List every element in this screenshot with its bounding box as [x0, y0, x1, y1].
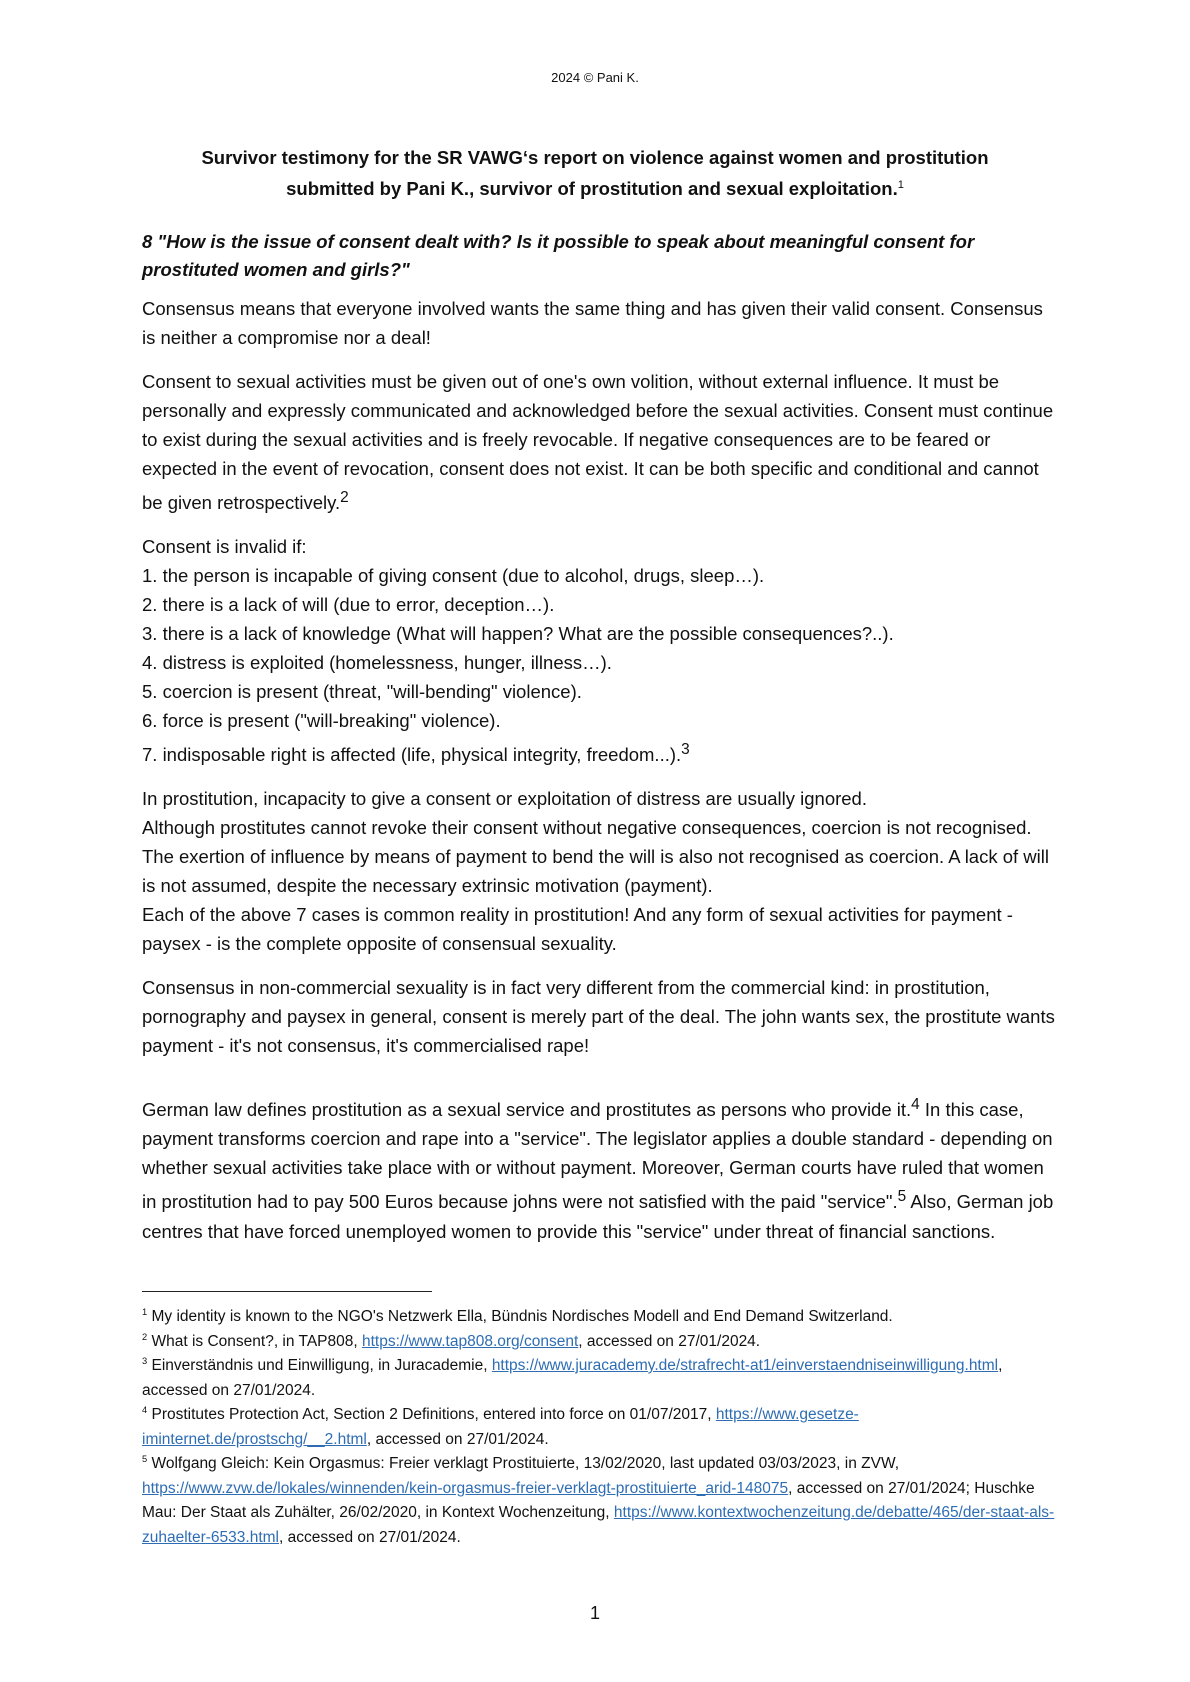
footnotes — [142, 1305, 1062, 1550]
paragraph-consent-requirements: Consent to sexual activities must be given out of one's own volition, without external influence. It must be personally and expressly communicated and acknowledged before the sexual activities. Consent must continue to exist during the sexual activities and is freely revocable. If negative consequences are to be feared or expected in the event of revocation, consent does not exist. It can be both specific and conditional and cannot be given retrospectively.$^2$ — [142, 371, 1054, 514]
footnote-ref-5[interactable]: 5 — [897, 1188, 907, 1206]
main-content — [142, 228, 1057, 1261]
footnote-link-tap808[interactable]: https://www.tap808.org/consent — [362, 1332, 579, 1350]
footnote-ref-1[interactable]: 1 — [897, 178, 904, 191]
footnote-link-juracademy[interactable]: https://www.juracademy.de/strafrecht-at1/einverstaendniseinwilligung.html — [491, 1357, 999, 1374]
list-intro: Consent is invalid if: — [142, 536, 307, 558]
footnote-separator — [142, 1291, 432, 1292]
footnote-3: $^3$ Einverständnis und Einwilligung, in Juracademie, https://www.juracademy.de/strafrecht-at1/einverstaendniseinwilligung.html, accessed on 27/01/2024. — [142, 1355, 1003, 1399]
invalid-consent-list — [142, 532, 1057, 769]
footnote-link-zvw[interactable]: https://www.zvw.de/lokales/winnenden/kein-orgasmus-freier-verklagt-prostituierte_arid-148075 — [142, 1479, 789, 1497]
paragraph-consensus-definition: Consensus means that everyone involved wants the same thing and has given their valid consent. Consensus is neither a compromise nor a deal! — [142, 298, 1043, 348]
list-item: 4. distress is exploited (homelessness, hunger, illness…). — [142, 652, 612, 674]
list-item: 5. coercion is present (threat, "will-bending" violence). — [142, 681, 582, 703]
list-item: 3. there is a lack of knowledge (What will happen? What are the possible consequences?..). — [142, 623, 894, 645]
page-number: 1 — [589, 1603, 600, 1623]
footnote-ref-3[interactable]: 3 — [681, 741, 690, 759]
list-item: 7. indisposable right is affected (life, physical integrity, freedom...).$^3$ — [142, 741, 690, 766]
section-question-heading: 8 "How is the issue of consent dealt with? Is it possible to speak about meaningful consent for prostituted women and girls?" — [142, 231, 975, 280]
footnote-1: $^1$ My identity is known to the NGO's Netzwerk Ella, Bündnis Nordisches Modell and End Demand Switzerland. — [142, 1306, 893, 1325]
list-item: 6. force is present ("will-breaking" violence). — [142, 710, 501, 732]
footnote-ref-4[interactable]: 4 — [911, 1096, 920, 1114]
document-title — [140, 142, 1050, 204]
footnote-link-gesetze[interactable]: https://www.gesetze-iminternet.de/prostschg/__2.html — [142, 1406, 859, 1448]
footnote-5: $^5$ Wolfgang Gleich: Kein Orgasmus: Freier verklagt Prostituierte, 13/02/2020, last updated 03/03/2023, in ZVW, https://www.zvw.de/lokales/winnenden/kein-orgasmus-freier-verklagt-prostituierte_arid-148075, accessed on 27/01/2024; Huschke Mau: Der Staat als Zuhälter, 26/02/2020, in Kontext Wochenzeitung, https://www.kontextwochenzeitung.de/debatte/465/der-staat-als-zuhaelter-6533.html, accessed on 27/01/2024. — [142, 1453, 1055, 1546]
copyright-header: 2024 © Pani K. — [551, 70, 639, 85]
footnote-2: $^2$ What is Consent?, in TAP808, https://www.tap808.org/consent, accessed on 27/01/2024. — [142, 1331, 761, 1350]
title-line-2: submitted by Pani K., survivor of prostitution and sexual exploitation.$^1$ — [286, 178, 904, 199]
paragraph-prostitution-consent: In prostitution, incapacity to give a consent or exploitation of distress are usually ignored. Although prostitutes cannot revoke their consent without negative consequences, coercion is not recognised. The exertion of influence by means of payment to bend the will is also not recognised as coercion. A lack of will is not assumed, despite the necessary extrinsic motivation (payment). Each of the above 7 cases is common reality in prostitution! And any form of sexual activities for payment - paysex - is the complete opposite of consensual sexuality. — [142, 788, 1049, 955]
footnote-link-kontext[interactable]: https://www.kontextwochenzeitung.de/debatte/465/der-staat-als-zuhaelter-6533.html — [142, 1504, 1055, 1546]
footnote-ref-2[interactable]: 2 — [340, 489, 349, 506]
paragraph-commercial-consensus: Consensus in non-commercial sexuality is in fact very different from the commercial kind: in prostitution, pornography and paysex in general, consent is merely part of the deal. The john wants sex, the prostitute wants payment - it's not consensus, it's commercialised rape! — [142, 977, 1055, 1057]
list-item: 2. there is a lack of will (due to error, deception…). — [142, 594, 555, 616]
list-item: 1. the person is incapable of giving consent (due to alcohol, drugs, sleep…). — [142, 565, 765, 587]
title-line-1: Survivor testimony for the SR VAWG‘s report on violence against women and prostitution — [201, 147, 989, 168]
footnote-4: $^4$ Prostitutes Protection Act, Section 2 Definitions, entered into force on 01/07/2017, https://www.gesetze-iminternet.de/prostschg/__2.html, accessed on 27/01/2024. — [142, 1404, 859, 1448]
paragraph-german-law: German law defines prostitution as a sexual service and prostitutes as persons who provide it.$^4$ In this case, payment transforms coercion and rape into a "service". The legislator applies a double standard - depending on whether sexual activities take place with or without payment. Moreover, German courts have ruled that women in prostitution had to pay 500 Euros because johns were not satisfied with the paid "service".$^5$ Also, German job centres that have forced unemployed women to provide this "service" under threat of financial sanctions. — [142, 1096, 1054, 1242]
